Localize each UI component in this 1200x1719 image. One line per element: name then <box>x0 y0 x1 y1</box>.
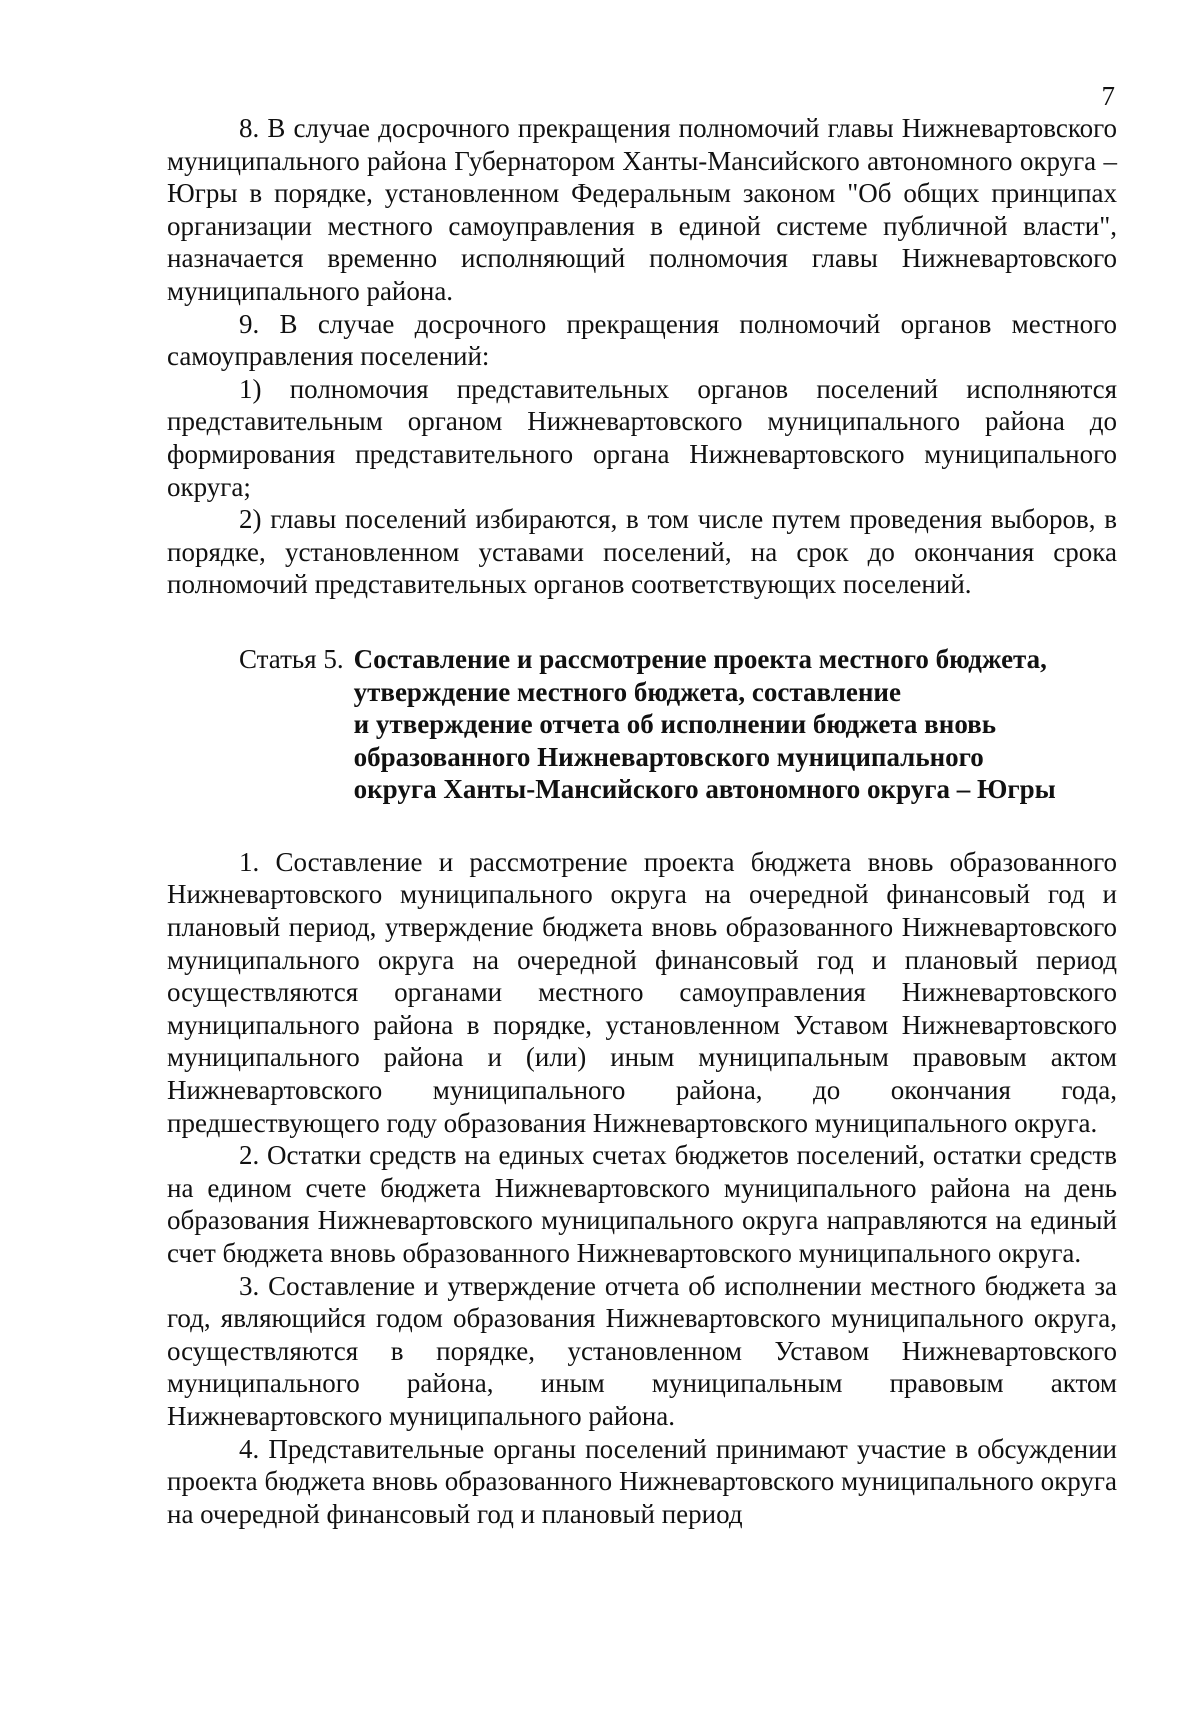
paragraph-8: 8. В случае досрочного прекращения полномочий главы Нижневартовского муниципального района Губернатором Ханты-Мансийского автономного округа – Югры в порядке, установленном Федеральным законом "Об общих принципах организации местного самоуправления в единой системе публичной власти", назначается временно исполняющий полномочия главы Нижневартовского муниципального района. <box>167 113 1117 306</box>
article-5-paragraph-4: 4. Представительные органы поселений принимают участие в обсуждении проекта бюджета вновь образованного Нижневартовского муниципального округа на очередной финансовый год и плановый период <box>167 1433 1117 1529</box>
article-label: Статья 5. <box>239 643 344 674</box>
paragraph-9-item-2: 2) главы поселений избираются, в том числе путем проведения выборов, в порядке, установленном уставами поселений, на срок до окончания срока полномочий представительных органов соответствующих поселений. <box>167 504 1117 600</box>
paragraph-9-item-1: 1) полномочия представительных органов поселений исполняются представительным органом Нижневартовского муниципального района до формирования представительного органа Нижневартовского муниципального округа; <box>167 373 1117 502</box>
article-5-paragraph-2: 2. Остатки средств на единых счетах бюджетов поселений, остатки средств на едином счете бюджета Нижневартовского муниципального района на день образования Нижневартовского муниципального округа направляются на единый счет бюджета вновь образованного Нижневартовского муниципального округа. <box>167 1140 1117 1268</box>
paragraph-9: 9. В случае досрочного прекращения полномочий органов местного самоуправления поселений: <box>167 308 1117 372</box>
page-number: 7 <box>1101 81 1115 111</box>
spacer <box>167 806 1117 846</box>
document-body <box>167 112 1117 1530</box>
article-title <box>354 643 1056 806</box>
article-title-line: округа Ханты-Мансийского автономного округа – Югры <box>353 774 1056 805</box>
article-5-paragraph-1: 1. Составление и рассмотрение проекта бюджета вновь образованного Нижневартовского муниципального округа на очередной финансовый год и плановый период, утверждение бюджета вновь образованного Нижневартовского муниципального округа на очередной финансовый год и плановый период осуществляются органами местного самоуправления Нижневартовского муниципального района в порядке, установленном Уставом Нижневартовского муниципального района и (или) иным муниципальным правовым актом Нижневартовского муниципального района, до окончания года, предшествующего году образования Нижневартовского муниципального округа. <box>167 846 1117 1138</box>
article-heading <box>167 643 1117 806</box>
spacer <box>167 601 1117 643</box>
article-title-line: и утверждение отчета об исполнении бюджета вновь <box>353 709 997 740</box>
article-5-paragraph-3: 3. Составление и утверждение отчета об исполнении местного бюджета за год, являющийся годом образования Нижневартовского муниципального округа, осуществляются в порядке, установленном Уставом Нижневартовского муниципального района, иным муниципальным правовым актом Нижневартовского муниципального района. <box>167 1270 1117 1431</box>
article-title-line: образованного Нижневартовского муниципального <box>353 741 984 772</box>
article-title-line: утверждение местного бюджета, составление <box>353 676 901 707</box>
article-title-line: Составление и рассмотрение проекта местного бюджета, <box>353 643 1047 674</box>
